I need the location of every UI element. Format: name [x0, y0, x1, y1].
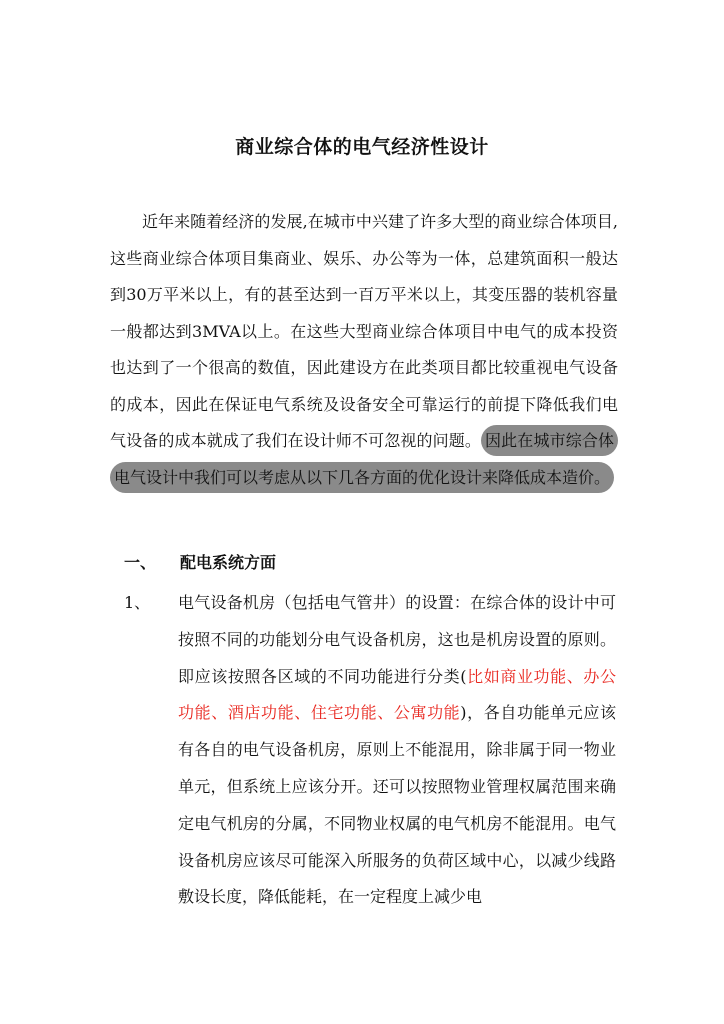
- document-title: 商业综合体的电气经济性设计: [235, 136, 489, 158]
- section-number: 一、: [124, 553, 157, 572]
- item-red-text: 比如商业功能、办公功能、酒店功能、住宅功能、公寓功能: [178, 666, 616, 723]
- highlighted-sentence: 因此在城市综合体电气设计中我们可以考虑从以下几各方面的优化设计来降低成本造价。: [110, 425, 618, 493]
- list-item-body: [178, 585, 616, 916]
- section-title: 配电系统方面: [180, 553, 277, 572]
- item-text-part-b: )，各自功能单元应该有各自的电气设备机房，原则上不能混用，除非属于同一物业单元，但系统上应该分开。还可以按照物业管理权属范围来确定电气机房的分属，不同物业权属的电气机房不能混用。电气设备机房应该尽可能深入所服务的负荷区域中心，以减少线路敷设长度，降低能耗，在一定程度上减少电: [178, 703, 616, 907]
- section-heading: [124, 550, 276, 573]
- intro-text: 近年来随着经济的发展,在城市中兴建了许多大型的商业综合体项目,这些商业综合体项目集商业、娱乐、办公等为一体，总建筑面积一般达到30万平米以上，有的甚至达到一百万平米以上，其变压器的装机容量一般都达到3MVA以上。在这些大型商业综合体项目中电气的成本投资也达到了一个很高的数值，因此建设方在此类项目都比较重视电气设备的成本，因此在保证电气系统及设备安全可靠运行的前提下降低我们电气设备的成本就成了我们在设计师不可忽视的问题。: [110, 212, 618, 450]
- intro-paragraph: [110, 204, 618, 496]
- item-text-part-a: 电气设备机房（包括电气管井）的设置：在综合体的设计中可按照不同的功能划分电气设备机房，这也是机房设置的原则。即应该按照各区域的不同功能进行分类(: [178, 593, 616, 686]
- list-item-number: 1、: [124, 593, 151, 612]
